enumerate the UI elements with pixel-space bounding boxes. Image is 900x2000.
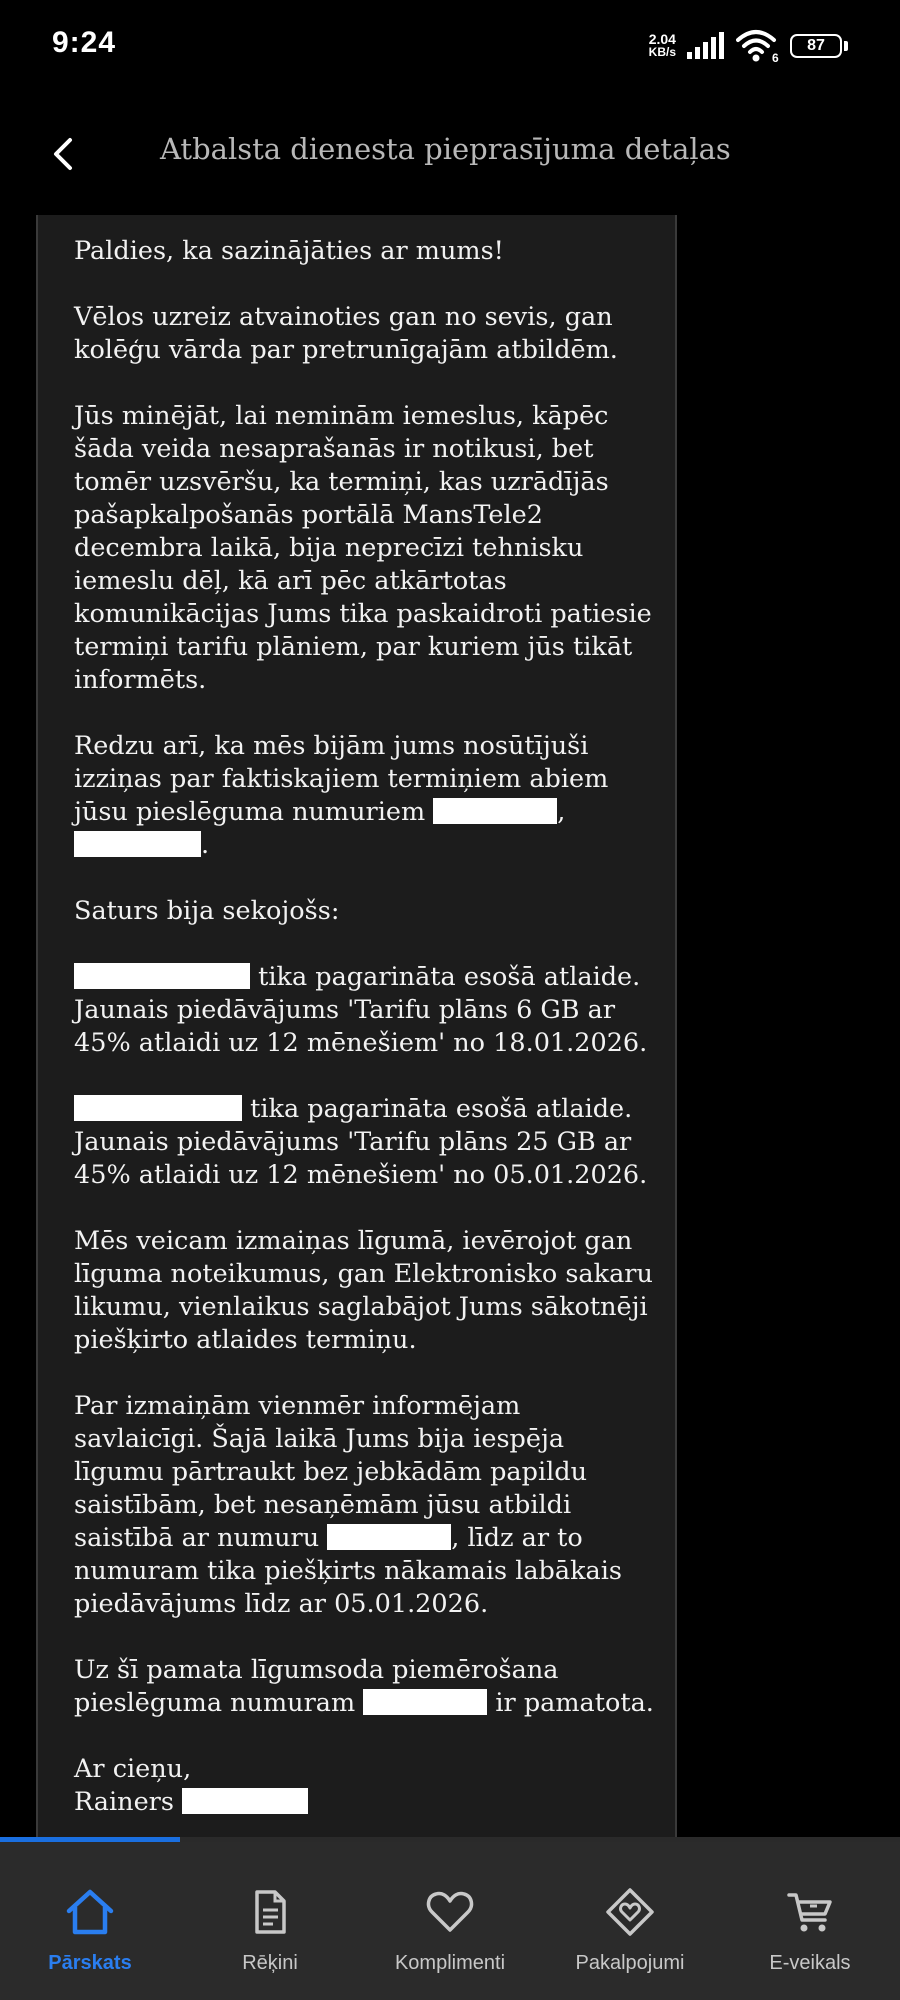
message-signature [74, 1753, 654, 1819]
message-text: tika pagarināta esošā atlaide. Jaunais piedāvājums 'Tarifu plāns 25 GB ar 45% atlaidi uz 12 mēnešiem' no 05.01.2026. [74, 1094, 648, 1190]
diamond-heart-icon [604, 1886, 656, 1938]
nav-label: Pārskats [48, 1952, 132, 1974]
home-icon [64, 1886, 116, 1938]
redacted-phone-number [74, 831, 201, 857]
nav-label: E-veikals [769, 1952, 851, 1974]
nav-item-e-veikals[interactable] [720, 1842, 900, 2000]
signal-icon [686, 32, 726, 60]
message-contract-changes: Mēs veicam izmaiņas līgumā, ievērojot gan līguma noteikumus, gan Elektronisko sakaru likumu, vienlaikus saglabājot Jums sākotnēji piešķirto atlaides termiņu. [74, 1226, 653, 1355]
redacted-phone-number [327, 1524, 451, 1550]
message-explanation: Jūs minējāt, lai neminām iemeslus, kāpēc šāda veida nesaprašanās ir notikusi, bet tomēr uzsvēršu, ka termiņi, kas uzrādījās pašapkalpošanās portālā MansTele2 decembra laikā, bija neprecīzi tehnisku iemeslu dēļ, kā arī pēc atkārtotas komunikācijas Jums tika paskaidroti patiesie termiņi tarifu plāniem, par kuriem jūs tikāt informēts. [74, 401, 652, 695]
message-text: . [201, 830, 210, 860]
signature-name: Rainers [74, 1787, 183, 1817]
redacted-phone-number [363, 1689, 487, 1715]
redacted-phone-number [74, 963, 250, 989]
cart-icon [784, 1886, 836, 1938]
network-speed [649, 33, 676, 59]
status-bar [0, 0, 900, 90]
back-button[interactable] [44, 134, 84, 174]
support-message-card [36, 215, 677, 1840]
network-speed-unit: KB/s [648, 45, 676, 59]
heart-icon [424, 1886, 476, 1938]
nav-label: Komplimenti [394, 1952, 506, 1974]
nav-item-komplimenti[interactable] [360, 1842, 540, 2000]
nav-label: Pakalpojumi [575, 1952, 685, 1974]
nav-item-parskats[interactable] [0, 1842, 180, 2000]
wifi-badge: 6 [772, 51, 779, 64]
redacted-phone-number [433, 798, 557, 824]
message-apology: Vēlos uzreiz atvainoties gan no sevis, gan kolēģu vārda par pretrunīgajām atbildēm. [74, 302, 618, 365]
document-icon [244, 1886, 296, 1938]
message-offer-1 [74, 961, 654, 1060]
nav-item-pakalpojumi[interactable] [540, 1842, 720, 2000]
message-notice [74, 1390, 654, 1621]
message-text: Uz šī pamata līgumsoda piemērošana pieslēguma numuram [74, 1655, 559, 1718]
nav-label: Rēķini [242, 1952, 298, 1974]
redacted-surname [182, 1788, 308, 1814]
message-text: tika pagarināta esošā atlaide. Jaunais piedāvājums 'Tarifu plāns 6 GB ar 45% atlaidi uz 12 mēnešiem' no 18.01.2026. [74, 962, 648, 1058]
page-title: Atbalsta dienesta pieprasījuma detaļas [160, 132, 731, 166]
message-text: , līdz ar to numuram tika piešķirts nākamais labākais piedāvājums līdz ar 05.01.2026. [74, 1523, 622, 1619]
signature-closing: Ar cieņu, [74, 1754, 192, 1784]
bottom-navigation [0, 1842, 900, 2000]
message-text: , [557, 797, 566, 827]
status-icons [649, 28, 848, 64]
app-header [0, 120, 900, 200]
wifi-icon [736, 28, 780, 64]
message-text: Par izmaiņām vienmēr informējam savlaicīgi. Šajā laikā Jums bija iespēja līgumu pārtraukt bez jebkādām papildu saistībām, bet nesaņēmām jūsu atbildi saistībā ar numuru [74, 1391, 588, 1553]
message-text: Redzu arī, ka mēs bijām jums nosūtījuši izziņas par faktiskajiem termiņiem abiem jūsu pieslēguma numuriem [74, 731, 609, 827]
redacted-phone-number [74, 1095, 242, 1121]
battery-icon [790, 34, 848, 58]
message-content-intro: Saturs bija sekojošs: [74, 896, 340, 926]
message-penalty [74, 1654, 654, 1720]
battery-level: 87 [790, 34, 842, 58]
status-time: 9:24 [52, 26, 117, 59]
message-text: ir pamatota. [487, 1688, 654, 1718]
message-offer-2 [74, 1093, 654, 1192]
network-speed-value: 2.04 [648, 31, 676, 47]
nav-item-rekini[interactable] [180, 1842, 360, 2000]
message-body [74, 235, 654, 1840]
message-notifications [74, 730, 654, 862]
message-greeting: Paldies, ka sazinājāties ar mums! [74, 236, 504, 266]
